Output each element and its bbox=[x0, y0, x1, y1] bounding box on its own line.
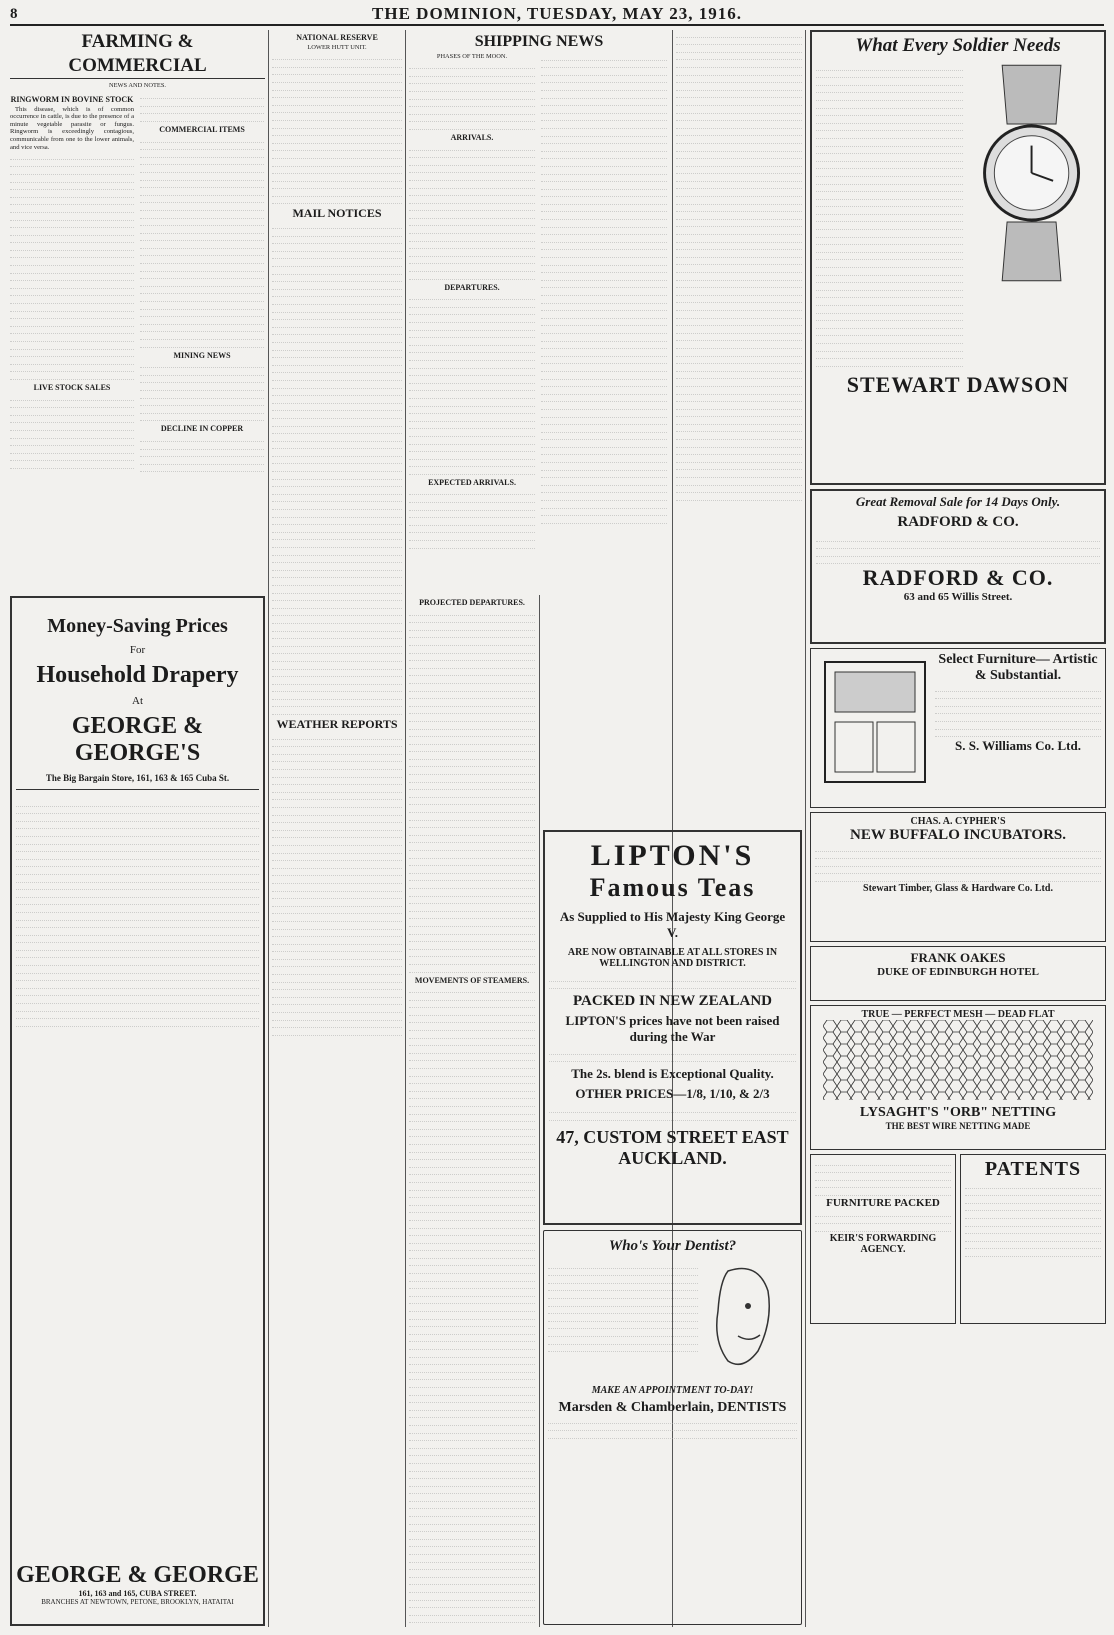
lipton-line1: Famous Teas bbox=[589, 873, 756, 902]
shipping-title: SHIPPING NEWS bbox=[474, 33, 604, 50]
lipton-line5: LIPTON'S prices have not been raised during the War bbox=[565, 1013, 780, 1045]
dentist-firm: Marsden & Chamberlain, DENTISTS bbox=[558, 1400, 787, 1415]
duke-hotel: DUKE OF EDINBURGH HOTEL bbox=[877, 966, 1039, 978]
copper-title: DECLINE IN COPPER bbox=[160, 424, 244, 434]
masthead bbox=[10, 4, 1104, 26]
drapery-footer-address: 161, 163 and 165, CUBA STREET. bbox=[78, 1589, 197, 1598]
mesh-line: TRUE — PERFECT MESH — DEAD FLAT bbox=[861, 1009, 1055, 1020]
face-illustration-icon bbox=[698, 1261, 788, 1381]
lysaght-ad bbox=[810, 1005, 1106, 1150]
patents-ad bbox=[960, 1154, 1106, 1324]
page-number: 8 bbox=[10, 5, 18, 22]
duke-hotel-ad bbox=[810, 946, 1106, 1001]
drapery-ad bbox=[10, 596, 265, 1626]
incubators-title: NEW BUFFALO INCUBATORS. bbox=[849, 827, 1066, 843]
dentist-cta: MAKE AN APPOINTMENT TO-DAY! bbox=[591, 1385, 754, 1396]
lysaght-sub: THE BEST WIRE NETTING MADE bbox=[885, 1121, 1031, 1131]
farming-subheading: NEWS AND NOTES. bbox=[109, 82, 166, 89]
article-ringworm-text: This disease, which is of common occurrence in cattle, is due to the presence of a minute vegetable parasite or fungus. Ringworm is exceedingly contagious, communicable from one to the lower animals, and vice versa. bbox=[10, 105, 134, 151]
weather-title: WEATHER REPORTS bbox=[276, 717, 398, 732]
lipton-line6: The 2s. blend is Exceptional Quality. bbox=[571, 1066, 774, 1082]
drapery-line3: Household Drapery bbox=[36, 662, 239, 688]
commercial-items-title: COMMERCIAL ITEMS bbox=[159, 124, 245, 134]
farming-section bbox=[10, 30, 265, 590]
reserve-title: NATIONAL RESERVE bbox=[296, 33, 378, 42]
drapery-footer: GEORGE & GEORGE bbox=[16, 1562, 259, 1588]
stewart-dawson-ad bbox=[810, 30, 1106, 485]
drapery-address: The Big Bargain Store, 161, 163 & 165 Cuba St. bbox=[16, 773, 259, 790]
drapery-store: GEORGE & GEORGE'S bbox=[71, 713, 204, 766]
farming-heading: FARMING & COMMERCIAL bbox=[10, 30, 265, 79]
lipton-ad bbox=[543, 830, 802, 1225]
mail-notices-title: MAIL NOTICES bbox=[292, 206, 382, 221]
article-ringworm-title: RINGWORM IN BOVINE STOCK bbox=[10, 94, 134, 104]
moon-phases-title: PHASES OF THE MOON. bbox=[436, 53, 508, 60]
reserve-sub: LOWER HUTT UNIT. bbox=[307, 44, 367, 51]
mining-news-title: MINING NEWS bbox=[173, 350, 231, 360]
lipton-line4: PACKED IN NEW ZEALAND bbox=[572, 993, 773, 1010]
lipton-address: 47, CUSTOM STREET EAST AUCKLAND. bbox=[556, 1126, 789, 1168]
dentist-title: Who's Your Dentist? bbox=[608, 1238, 737, 1254]
incubators-owner: CHAS. A. CYPHER'S bbox=[910, 816, 1006, 827]
cabinet-icon bbox=[815, 652, 935, 792]
masthead-title: THE DOMINION, TUESDAY, MAY 23, 1916. bbox=[372, 4, 742, 23]
shipping-continued bbox=[409, 595, 535, 1625]
departures-title: DEPARTURES. bbox=[444, 282, 500, 292]
removal-title: Great Removal Sale for 14 Days Only. bbox=[855, 494, 1061, 509]
lipton-line3: ARE NOW OBTAINABLE AT ALL STORES IN WELLINGTON AND DISTRICT. bbox=[567, 947, 778, 969]
soldier-title: What Every Soldier Needs bbox=[855, 35, 1061, 56]
radford-removal-ad bbox=[810, 489, 1106, 644]
furniture-packed-ad bbox=[810, 1154, 956, 1324]
right-ads-column bbox=[810, 30, 1106, 1627]
lysaght-title: LYSAGHT'S "ORB" NETTING bbox=[859, 1105, 1057, 1120]
incubators-ad bbox=[810, 812, 1106, 942]
wire-netting-icon bbox=[823, 1020, 1093, 1100]
projected-departures-title: PROJECTED DEPARTURES. bbox=[419, 598, 525, 607]
drapery-line2: For bbox=[129, 644, 146, 656]
patents-title: PATENTS bbox=[984, 1158, 1082, 1180]
drapery-branches: BRANCHES AT NEWTOWN, PETONE, BROOKLYN, HATAITAI bbox=[41, 1598, 234, 1606]
stewart-timber: Stewart Timber, Glass & Hardware Co. Ltd. bbox=[863, 882, 1053, 894]
stewart-dawson-name: STEWART DAWSON bbox=[846, 371, 1070, 397]
reserve-column bbox=[272, 30, 402, 1627]
lipton-line2: As Supplied to His Majesty King George V. bbox=[559, 909, 786, 940]
keir-agency: KEIR'S FORWARDING AGENCY. bbox=[829, 1232, 937, 1255]
radford-big: RADFORD & CO. bbox=[862, 565, 1054, 591]
arrivals-title: ARRIVALS. bbox=[450, 132, 494, 142]
movements-title: MOVEMENTS OF STEAMERS. bbox=[414, 975, 530, 985]
drapery-line4: At bbox=[132, 695, 143, 707]
lipton-brand: LIPTON'S bbox=[590, 839, 755, 872]
furniture-title: Select Furniture— Artistic & Substantial. bbox=[938, 652, 1098, 683]
wristwatch-icon bbox=[963, 63, 1100, 283]
frank-oakes: FRANK OAKES bbox=[910, 950, 1006, 965]
dentist-ad bbox=[543, 1230, 802, 1625]
radford-address: 63 and 65 Willis Street. bbox=[903, 591, 1013, 604]
misc-news-column bbox=[676, 30, 802, 590]
lipton-line7: OTHER PRICES—1/8, 1/10, & 2/3 bbox=[575, 1086, 770, 1102]
expected-arrivals-title: EXPECTED ARRIVALS. bbox=[428, 477, 516, 487]
furniture-packed: FURNITURE PACKED bbox=[826, 1196, 940, 1209]
radford-name: RADFORD & CO. bbox=[897, 514, 1019, 530]
drapery-line1: Money-Saving Prices bbox=[47, 615, 228, 637]
williams-furniture-ad bbox=[810, 648, 1106, 808]
live-stock-title: LIVE STOCK SALES bbox=[33, 382, 111, 392]
williams-name: S. S. Williams Co. Ltd. bbox=[955, 738, 1081, 754]
